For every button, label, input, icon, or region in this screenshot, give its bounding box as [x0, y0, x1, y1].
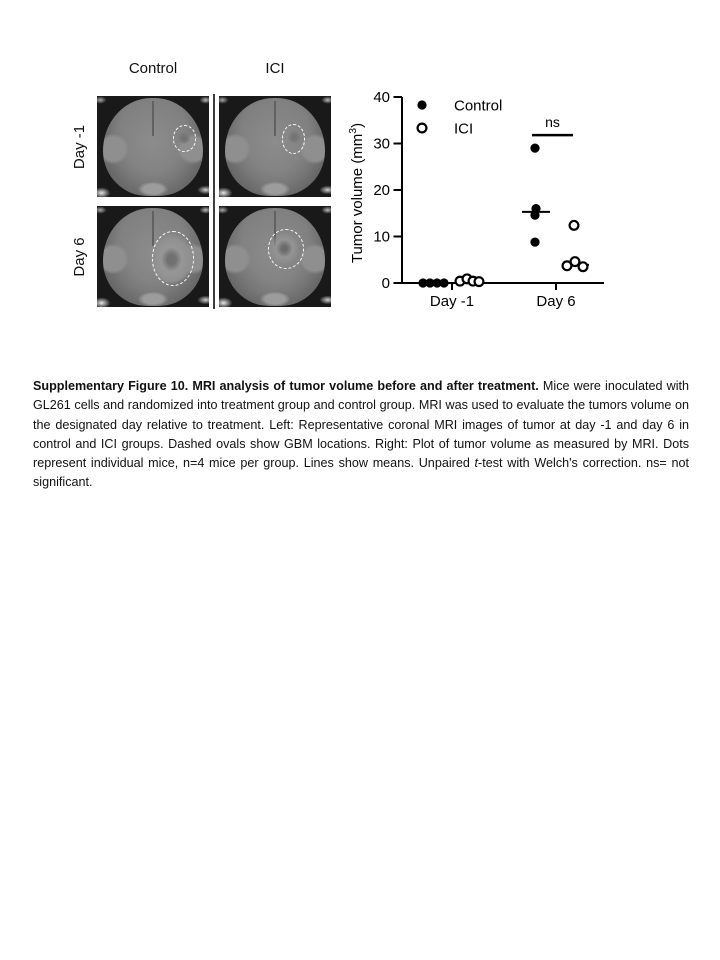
data-point-control [530, 211, 539, 220]
tumor-oval-annotation [173, 125, 196, 151]
y-tick-label: 0 [381, 275, 390, 293]
caption-body-2: -test with Welch's correction. ns= not significant. [33, 456, 689, 490]
data-point-control [439, 278, 448, 287]
legend-marker-ici [418, 124, 427, 133]
mri-column-label-ici: ICI [265, 60, 285, 77]
data-point-control [530, 144, 539, 153]
legend-label-ici: ICI [454, 120, 474, 138]
tumor-oval-annotation [152, 231, 194, 286]
data-point-ici [579, 262, 588, 271]
legend-marker-control [417, 100, 426, 109]
x-group-label: Day 6 [536, 293, 576, 310]
brain-slice [225, 98, 326, 196]
tumor-oval-annotation [282, 124, 305, 153]
figure-caption [33, 377, 689, 493]
mri-image-day6-control [97, 206, 209, 307]
data-point-ici [475, 277, 484, 286]
mri-column-label-control: Control [128, 60, 178, 77]
caption-title: Supplementary Figure 10. MRI analysis of tumor volume before and after treatment. [33, 379, 539, 393]
mri-image-day-minus1-ici [219, 96, 331, 197]
mri-row-label-day-minus1: Day -1 [71, 124, 88, 170]
mri-row-label-day6: Day 6 [71, 237, 88, 277]
y-tick-label: 10 [373, 228, 390, 246]
data-point-control [530, 237, 539, 246]
y-axis-label: Tumor volume $(mm^3)$ [347, 122, 366, 264]
ns-label: ns [545, 114, 560, 131]
legend-label-control: Control [454, 97, 503, 115]
x-group-label: Day -1 [429, 293, 475, 310]
tumor-volume-plot [340, 80, 640, 325]
caption-italic-t: t [474, 456, 479, 471]
column-divider [213, 94, 215, 309]
tumor-oval-annotation [268, 229, 304, 268]
y-tick-label: 20 [373, 182, 390, 200]
caption-body-1: Mice were inoculated with GL261 cells and randomized into treatment group and control group. MRI was used to evaluate the tumors volume on the designated day relative to treatment. Left: Representative coronal MRI images of tumor at day -1 and day 6 in control and ICI groups. Dashed ovals show GBM locations. Right: Plot of tumor volume as measured by MRI. Dots represent individual mice, n=4 mice per group. Lines show means. Unpaired [33, 379, 689, 471]
mri-image-grid [97, 96, 331, 307]
y-tick-label: 30 [373, 135, 390, 153]
y-tick-label: 40 [373, 89, 390, 107]
mri-image-day6-ici [219, 206, 331, 307]
mri-image-day-minus1-control [97, 96, 209, 197]
data-point-ici [570, 221, 579, 230]
